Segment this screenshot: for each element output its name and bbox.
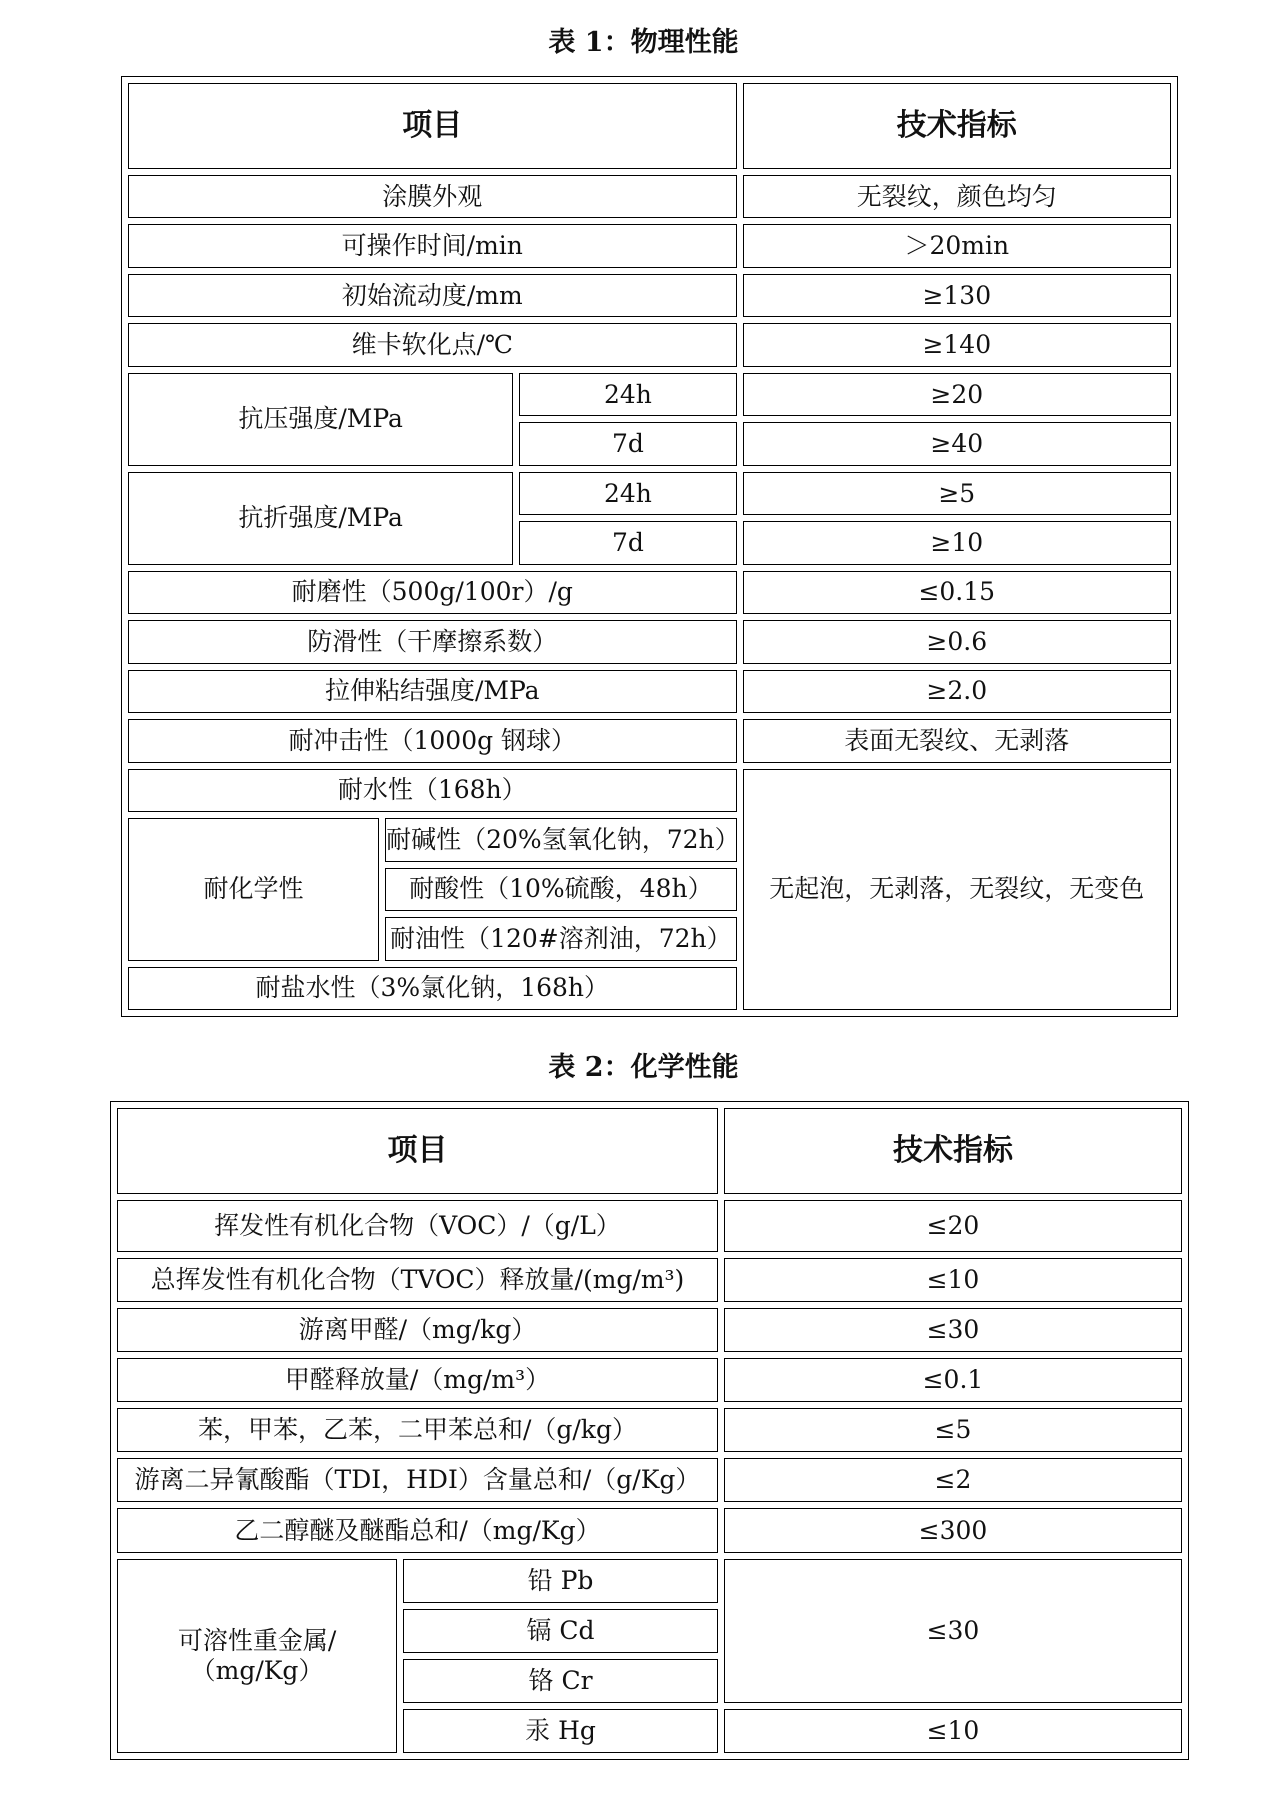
table1-spec-bond: ≥2.0 [743, 670, 1171, 713]
table1-spec-operable-time: ＞20min [743, 224, 1171, 267]
table1-spec-slip: ≥0.6 [743, 620, 1171, 663]
table1-item-appearance: 涂膜外观 [128, 175, 737, 218]
table2-header-item: 项目 [117, 1108, 718, 1194]
table2-item-benzene: 苯，甲苯，乙苯，二甲苯总和/（g/kg） [117, 1408, 718, 1452]
table1-sub-compressive-7d: 7d [519, 422, 736, 465]
table1-spec-impact: 表面无裂纹、无剥落 [743, 719, 1171, 762]
table2-item-glycol-ether: 乙二醇醚及醚酯总和/（mg/Kg） [117, 1508, 718, 1552]
table2-item-heavy-metals [117, 1559, 397, 1753]
table2-sub-cr: 铬 Cr [403, 1659, 718, 1703]
table2-item-formaldehyde-emission: 甲醛释放量/（mg/m³） [117, 1358, 718, 1402]
table1-item-compressive: 抗压强度/MPa [128, 373, 513, 466]
heavy-metals-label-line2: （mg/Kg） [190, 1655, 324, 1685]
table2-item-voc: 挥发性有机化合物（VOC）/（g/L） [117, 1200, 718, 1252]
table1-spec-resistance: 无起泡，无剥落，无裂纹，无变色 [743, 769, 1171, 1010]
table2-spec-free-formaldehyde: ≤30 [724, 1308, 1182, 1352]
table2-item-diisocyanate: 游离二异氰酸酯（TDI，HDI）含量总和/（g/Kg） [117, 1458, 718, 1502]
table1-item-abrasion: 耐磨性（500g/100r）/g [128, 571, 737, 614]
table2-sub-hg: 汞 Hg [403, 1709, 718, 1753]
table1-item-impact: 耐冲击性（1000g 钢球） [128, 719, 737, 762]
table1-item-water: 耐水性（168h） [128, 769, 737, 812]
table2-spec-formaldehyde-emission: ≤0.1 [724, 1358, 1182, 1402]
table1-caption: 表 1：物理性能 [548, 27, 739, 58]
table1-item-salt: 耐盐水性（3%氯化钠，168h） [128, 967, 737, 1011]
table2-spec-tvoc: ≤10 [724, 1258, 1182, 1302]
table2-spec-voc: ≤20 [724, 1200, 1182, 1252]
table1-header-item: 项目 [128, 83, 737, 169]
table2-header-spec: 技术指标 [724, 1108, 1182, 1194]
table1-item-operable-time: 可操作时间/min [128, 224, 737, 267]
table1-item-chemical: 耐化学性 [128, 818, 379, 960]
table2-spec-diisocyanate: ≤2 [724, 1458, 1182, 1502]
table2-sub-pb: 铅 Pb [403, 1559, 718, 1603]
table1-spec-abrasion: ≤0.15 [743, 571, 1171, 614]
table1-sub-flexural-24h: 24h [519, 472, 736, 515]
table1-item-flexural: 抗折强度/MPa [128, 472, 513, 565]
table2-sub-cd: 镉 Cd [403, 1609, 718, 1653]
table1-sub-compressive-24h: 24h [519, 373, 736, 416]
table1-spec-appearance: 无裂纹，颜色均匀 [743, 175, 1171, 218]
table1-item-bond: 拉伸粘结强度/MPa [128, 670, 737, 713]
table2-chemical-properties [110, 1101, 1189, 1760]
table1-sub-oil: 耐油性（120#溶剂油，72h） [385, 917, 736, 960]
table1-item-initial-flow: 初始流动度/mm [128, 274, 737, 317]
table1-sub-alkali: 耐碱性（20%氢氧化钠，72h） [385, 818, 736, 861]
heavy-metals-label-line1: 可溶性重金属/ [177, 1625, 337, 1655]
table2-item-tvoc: 总挥发性有机化合物（TVOC）释放量/(mg/m³) [117, 1258, 718, 1302]
table1-spec-vicat: ≥140 [743, 323, 1171, 366]
table1-spec-compressive-7d: ≥40 [743, 422, 1171, 465]
table1-spec-initial-flow: ≥130 [743, 274, 1171, 317]
table1-header-spec: 技术指标 [743, 83, 1171, 169]
table1-item-vicat: 维卡软化点/℃ [128, 323, 737, 366]
table2-spec-hg: ≤10 [724, 1709, 1182, 1753]
table1-spec-compressive-24h: ≥20 [743, 373, 1171, 416]
table2-spec-heavy-metals-group: ≤30 [724, 1559, 1182, 1703]
table2-spec-glycol-ether: ≤300 [724, 1508, 1182, 1552]
table2-item-free-formaldehyde: 游离甲醛/（mg/kg） [117, 1308, 718, 1352]
table1-sub-acid: 耐酸性（10%硫酸，48h） [385, 868, 736, 911]
table2-caption: 表 2：化学性能 [548, 1052, 739, 1083]
table1-spec-flexural-24h: ≥5 [743, 472, 1171, 515]
table1-physical-properties [121, 76, 1178, 1017]
table1-spec-flexural-7d: ≥10 [743, 521, 1171, 564]
table1-sub-flexural-7d: 7d [519, 521, 736, 564]
table2-spec-benzene: ≤5 [724, 1408, 1182, 1452]
table1-item-slip: 防滑性（干摩擦系数） [128, 620, 737, 663]
